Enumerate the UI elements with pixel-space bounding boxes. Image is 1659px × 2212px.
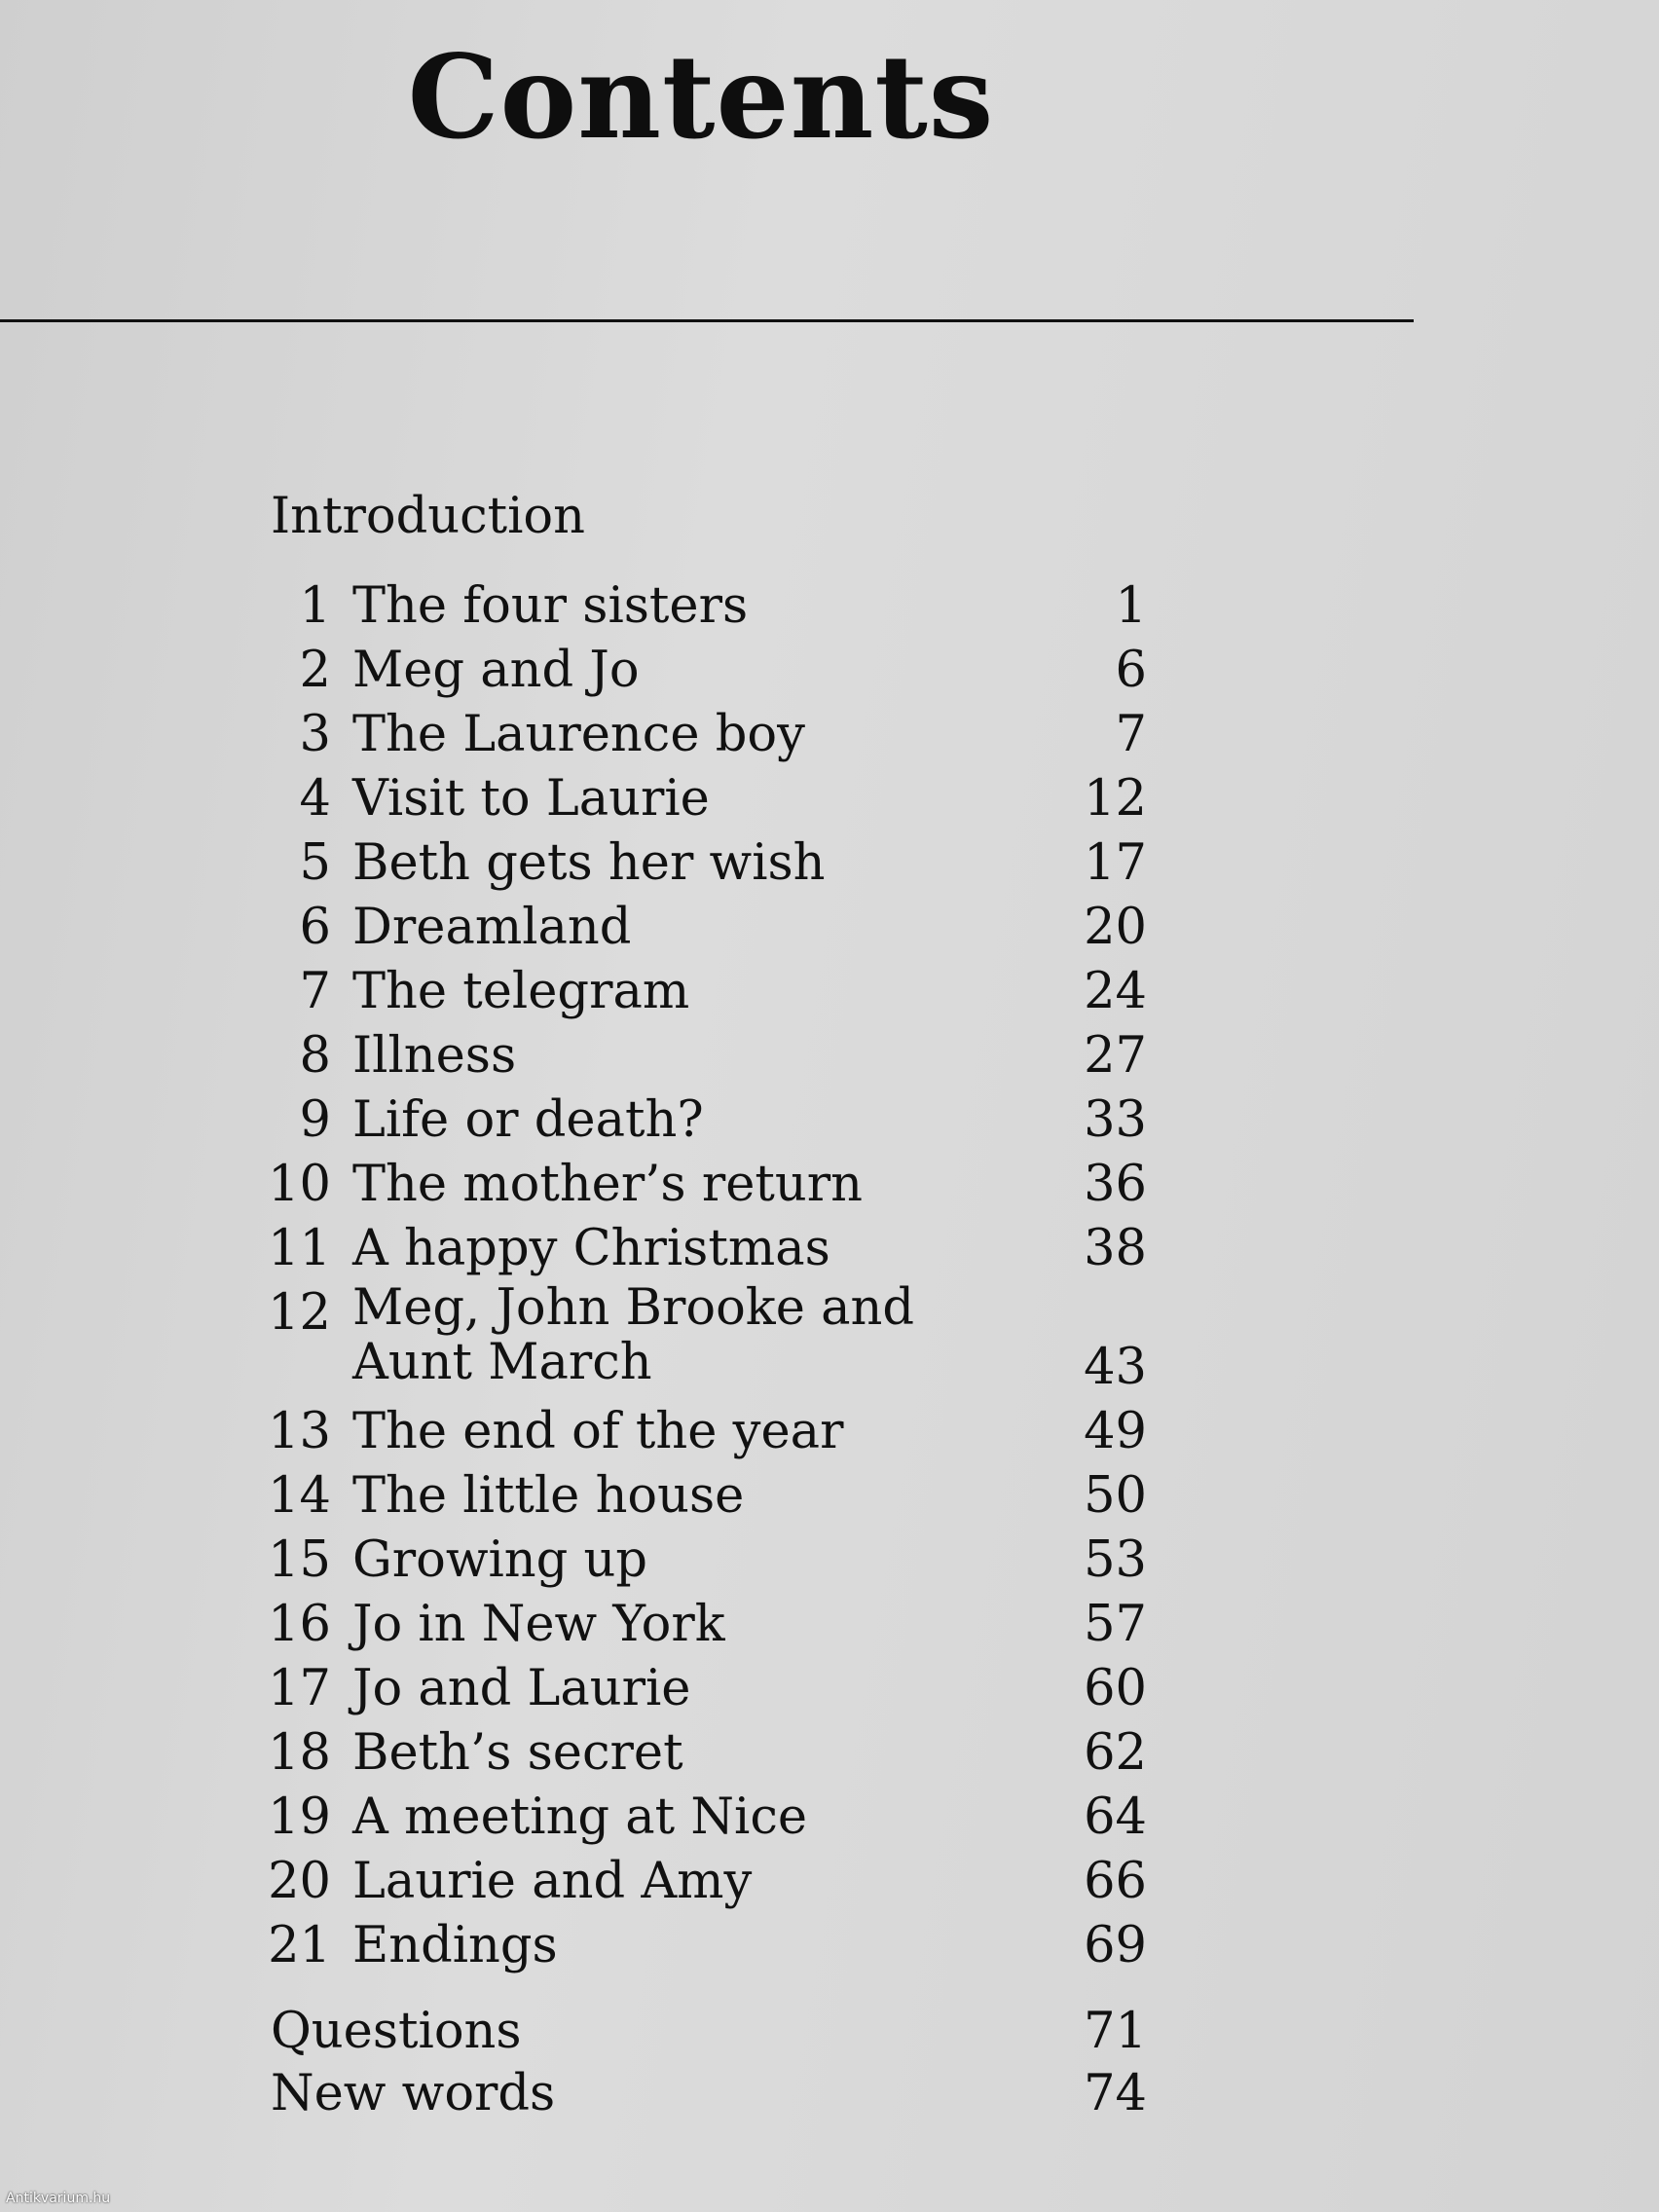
toc-introduction-label: Introduction bbox=[271, 488, 585, 545]
chapter-title: The mother’s return bbox=[352, 1156, 863, 1213]
toc-entry bbox=[271, 574, 1147, 639]
chapter-number: 18 bbox=[268, 1724, 331, 1782]
chapter-title: Meg and Jo bbox=[352, 642, 640, 699]
toc-entry bbox=[271, 1024, 1147, 1088]
page-number: 50 bbox=[1084, 1467, 1147, 1525]
chapter-number: 12 bbox=[268, 1284, 331, 1342]
chapter-number: 21 bbox=[268, 1917, 331, 1974]
toc-entry bbox=[271, 1088, 1147, 1153]
chapter-number: 17 bbox=[268, 1660, 331, 1717]
toc-entry bbox=[268, 1850, 1147, 1914]
page-number: 24 bbox=[1084, 963, 1147, 1020]
chapter-number: 10 bbox=[268, 1156, 331, 1213]
chapter-number: 13 bbox=[268, 1403, 331, 1460]
watermark: Antikvarium.hu bbox=[6, 2191, 111, 2206]
page-number: 57 bbox=[1084, 1596, 1147, 1653]
chapter-title: Beth’s secret bbox=[352, 1724, 683, 1782]
page-number: 49 bbox=[1084, 1403, 1147, 1460]
chapter-number: 20 bbox=[268, 1853, 331, 1910]
chapter-title: Growing up bbox=[352, 1531, 647, 1589]
toc-introduction bbox=[271, 485, 1147, 549]
page-title: Contents bbox=[407, 29, 995, 165]
toc-entry bbox=[271, 960, 1147, 1024]
chapter-title: Visit to Laurie bbox=[352, 770, 710, 828]
page-number: 64 bbox=[1084, 1788, 1147, 1846]
page-number: 69 bbox=[1084, 1917, 1147, 1974]
chapter-title: The end of the year bbox=[352, 1403, 844, 1460]
chapter-title: A meeting at Nice bbox=[352, 1788, 808, 1846]
toc-back-entry bbox=[271, 2062, 1147, 2124]
page-number: 53 bbox=[1084, 1531, 1147, 1589]
toc-entry bbox=[268, 1279, 1147, 1400]
chapter-number: 8 bbox=[299, 1027, 331, 1085]
chapter-number: 4 bbox=[299, 770, 331, 828]
page-number: 74 bbox=[1084, 2065, 1147, 2122]
toc-back-entry bbox=[271, 2000, 1147, 2062]
chapter-title: A happy Christmas bbox=[352, 1220, 830, 1277]
chapter-number: 2 bbox=[299, 642, 331, 699]
toc-entry bbox=[268, 1217, 1147, 1281]
page-number: 17 bbox=[1084, 834, 1147, 892]
chapter-title: Jo and Laurie bbox=[352, 1660, 691, 1717]
page-number: 62 bbox=[1084, 1724, 1147, 1782]
table-of-contents bbox=[268, 485, 1147, 2124]
page-number: 60 bbox=[1084, 1660, 1147, 1717]
toc-entry bbox=[271, 639, 1147, 703]
chapter-title: The four sisters bbox=[352, 577, 749, 635]
chapter-title: The telegram bbox=[352, 963, 690, 1020]
page-number: 27 bbox=[1084, 1027, 1147, 1085]
page-number: 66 bbox=[1084, 1853, 1147, 1910]
toc-entry bbox=[268, 1464, 1147, 1529]
chapter-number: 5 bbox=[299, 834, 331, 892]
chapter-number: 3 bbox=[299, 706, 331, 763]
page-number: 38 bbox=[1084, 1220, 1147, 1277]
chapter-title: The little house bbox=[352, 1467, 745, 1525]
page-number: 20 bbox=[1084, 899, 1147, 956]
chapter-number: 7 bbox=[299, 963, 331, 1020]
chapter-title: Jo in New York bbox=[352, 1596, 725, 1653]
page-number: 71 bbox=[1084, 2003, 1147, 2060]
toc-entry bbox=[271, 831, 1147, 896]
toc-entry bbox=[271, 767, 1147, 831]
page-number: 7 bbox=[1115, 706, 1147, 763]
page-number: 33 bbox=[1084, 1091, 1147, 1149]
page-number: 12 bbox=[1084, 770, 1147, 828]
title-divider bbox=[0, 319, 1414, 322]
chapter-title: Life or death? bbox=[352, 1091, 704, 1149]
toc-entry bbox=[268, 1593, 1147, 1657]
chapter-title: Laurie and Amy bbox=[352, 1853, 753, 1910]
toc-entry bbox=[268, 1529, 1147, 1593]
back-matter-title: New words bbox=[271, 2065, 556, 2122]
toc-entry bbox=[268, 1400, 1147, 1464]
chapter-title: Illness bbox=[352, 1027, 517, 1085]
chapter-number: 9 bbox=[299, 1091, 331, 1149]
chapter-number: 16 bbox=[268, 1596, 331, 1653]
chapter-number: 14 bbox=[268, 1467, 331, 1525]
toc-chapter-list bbox=[268, 574, 1147, 1978]
page-number: 36 bbox=[1084, 1156, 1147, 1213]
chapter-title: The Laurence boy bbox=[352, 706, 805, 763]
back-matter-title: Questions bbox=[271, 2003, 522, 2060]
toc-entry bbox=[271, 703, 1147, 767]
toc-entry bbox=[268, 1721, 1147, 1786]
toc-entry bbox=[268, 1153, 1147, 1217]
toc-entry bbox=[268, 1786, 1147, 1850]
page-number: 1 bbox=[1115, 577, 1147, 635]
chapter-title: Dreamland bbox=[352, 899, 632, 956]
page-number: 6 bbox=[1115, 642, 1147, 699]
chapter-title: Meg, John Brooke and Aunt March bbox=[352, 1279, 914, 1391]
chapter-number: 19 bbox=[268, 1788, 331, 1846]
chapter-title: Endings bbox=[352, 1917, 558, 1974]
toc-back-matter bbox=[271, 2000, 1147, 2124]
chapter-number: 1 bbox=[299, 577, 331, 635]
page-number: 43 bbox=[1084, 1339, 1147, 1396]
chapter-number: 6 bbox=[299, 899, 331, 956]
toc-entry bbox=[268, 1657, 1147, 1721]
chapter-number: 11 bbox=[268, 1220, 331, 1277]
toc-entry bbox=[268, 1914, 1147, 1978]
toc-entry bbox=[271, 896, 1147, 960]
chapter-number: 15 bbox=[268, 1531, 331, 1589]
chapter-title: Beth gets her wish bbox=[352, 834, 826, 892]
